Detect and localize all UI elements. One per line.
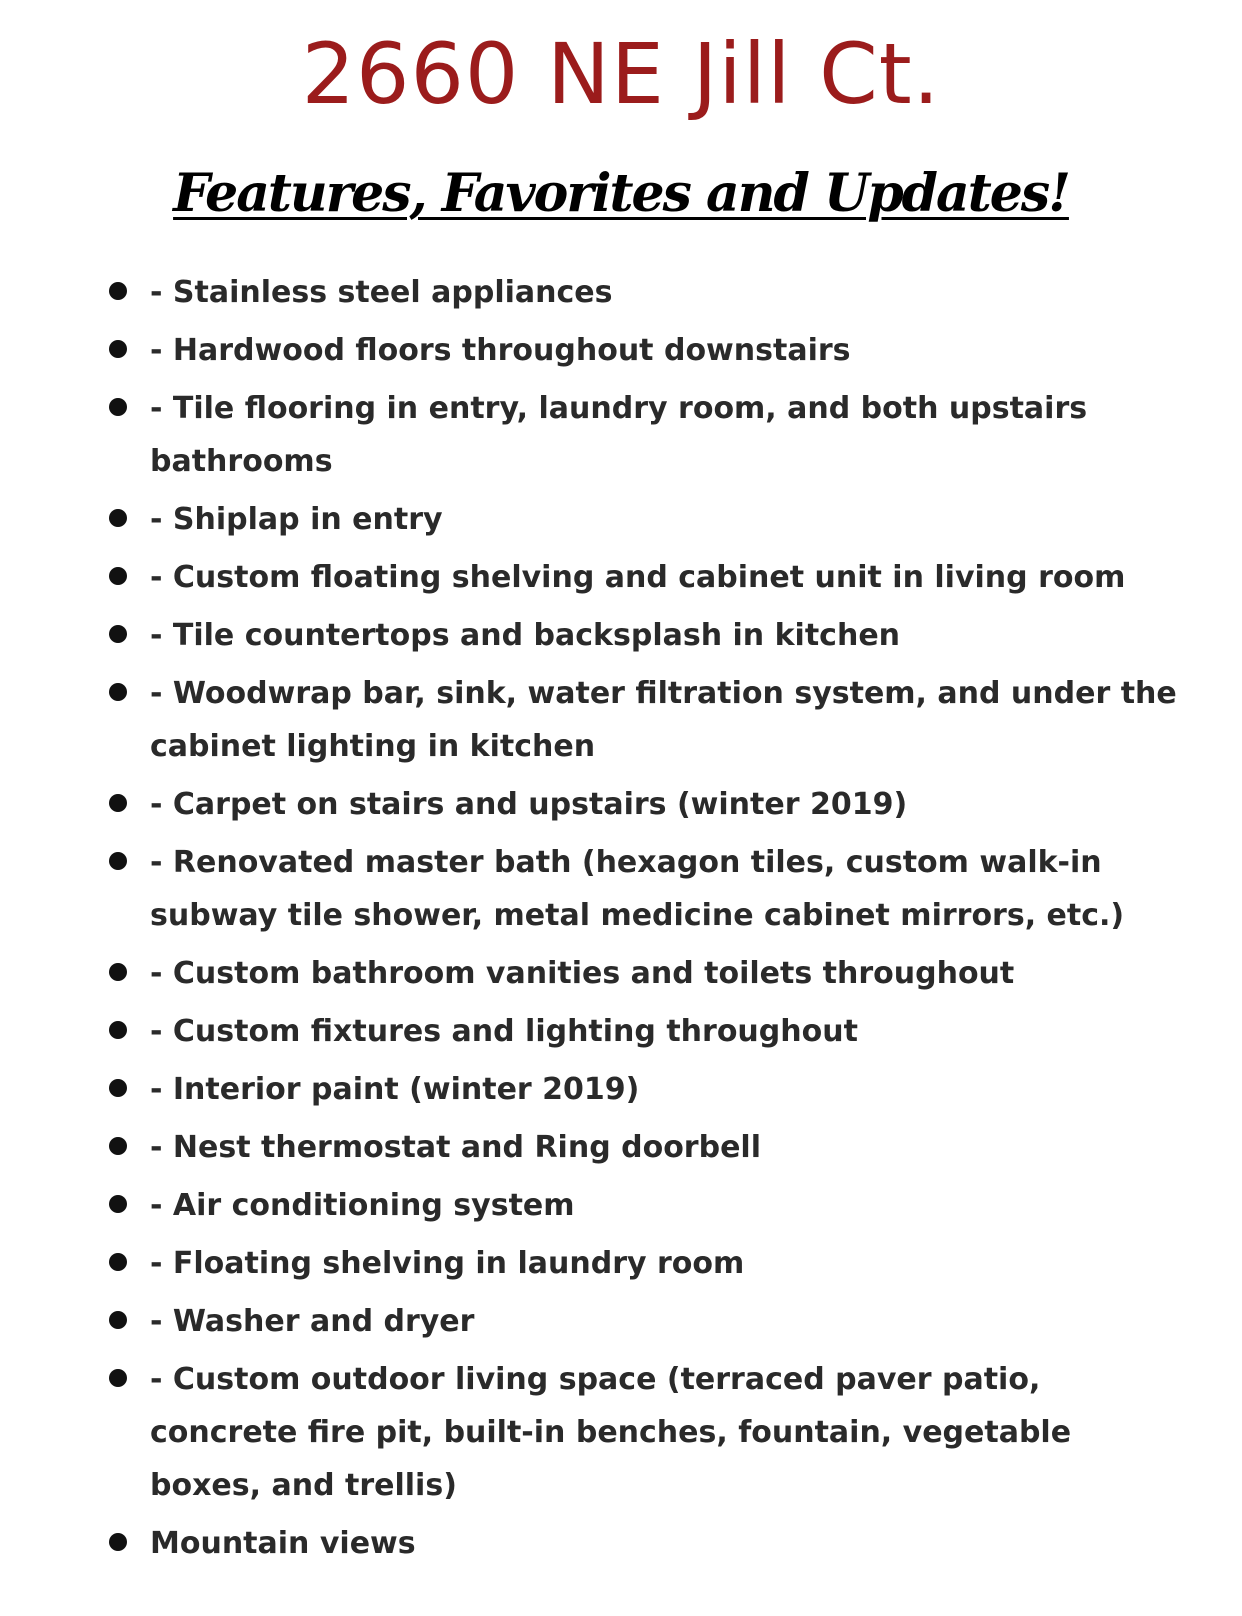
feature-text: - Renovated master bath (hexagon tiles, custom walk-in subway tile shower, metal medicine cabinet mirrors, etc.) bbox=[150, 845, 1125, 933]
bullet-icon bbox=[109, 340, 127, 358]
feature-text: Mountain views bbox=[150, 1526, 416, 1561]
feature-text: - Carpet on stairs and upstairs (winter 2019) bbox=[150, 787, 908, 822]
feature-item bbox=[100, 778, 1180, 831]
bullet-icon bbox=[109, 963, 127, 981]
bullet-icon bbox=[109, 398, 127, 416]
feature-item bbox=[100, 1517, 1180, 1570]
bullet-icon bbox=[109, 1369, 127, 1387]
bullet-icon bbox=[109, 1253, 127, 1271]
page-subtitle: Features, Favorites and Updates! bbox=[173, 163, 1069, 224]
feature-text: - Custom outdoor living space (terraced paver patio, concrete fire pit, built-in benches, fountain, vegetable boxes, and trellis) bbox=[150, 1362, 1072, 1503]
bullet-icon bbox=[109, 852, 127, 870]
feature-text: - Tile countertops and backsplash in kitchen bbox=[150, 618, 901, 653]
bullet-icon bbox=[109, 1021, 127, 1039]
feature-text: - Shiplap in entry bbox=[150, 502, 443, 537]
feature-text: - Air conditioning system bbox=[150, 1188, 575, 1223]
feature-text: - Hardwood floors throughout downstairs bbox=[150, 333, 851, 368]
feature-item bbox=[100, 551, 1180, 604]
feature-item bbox=[100, 1179, 1180, 1232]
feature-item bbox=[100, 947, 1180, 1000]
bullet-icon bbox=[109, 1533, 127, 1551]
page-title: 2660 NE Jill Ct. bbox=[301, 25, 941, 123]
bullet-icon bbox=[109, 567, 127, 585]
feature-text: - Custom fixtures and lighting throughout bbox=[150, 1014, 858, 1049]
feature-text: - Woodwrap bar, sink, water filtration system, and under the cabinet lighting in kitchen bbox=[150, 676, 1177, 764]
feature-text: - Stainless steel appliances bbox=[150, 275, 613, 310]
feature-text: - Washer and dryer bbox=[150, 1304, 475, 1339]
subtitle-container bbox=[0, 158, 1242, 230]
bullet-icon bbox=[109, 1195, 127, 1213]
feature-item bbox=[100, 266, 1180, 319]
bullet-icon bbox=[109, 794, 127, 812]
feature-item bbox=[100, 609, 1180, 662]
feature-item bbox=[100, 1121, 1180, 1174]
feature-item bbox=[100, 1295, 1180, 1348]
bullet-icon bbox=[109, 282, 127, 300]
feature-text: - Tile flooring in entry, laundry room, and both upstairs bathrooms bbox=[150, 391, 1088, 479]
feature-text: - Nest thermostat and Ring doorbell bbox=[150, 1130, 761, 1165]
feature-item bbox=[100, 493, 1180, 546]
bullet-icon bbox=[109, 625, 127, 643]
feature-text: - Floating shelving in laundry room bbox=[150, 1246, 745, 1281]
bullet-icon bbox=[109, 1137, 127, 1155]
feature-text: - Custom bathroom vanities and toilets throughout bbox=[150, 956, 1015, 991]
features-list bbox=[100, 266, 1180, 1575]
feature-item bbox=[100, 1063, 1180, 1116]
feature-item bbox=[100, 667, 1180, 773]
bullet-icon bbox=[109, 1311, 127, 1329]
bullet-icon bbox=[109, 1079, 127, 1097]
feature-item bbox=[100, 1353, 1180, 1512]
feature-text: - Custom floating shelving and cabinet unit in living room bbox=[150, 560, 1126, 595]
bullet-icon bbox=[109, 509, 127, 527]
feature-item bbox=[100, 324, 1180, 377]
feature-text: - Interior paint (winter 2019) bbox=[150, 1072, 640, 1107]
feature-item bbox=[100, 382, 1180, 488]
bullet-icon bbox=[109, 683, 127, 701]
feature-item bbox=[100, 836, 1180, 942]
feature-item bbox=[100, 1005, 1180, 1058]
feature-item bbox=[100, 1237, 1180, 1290]
